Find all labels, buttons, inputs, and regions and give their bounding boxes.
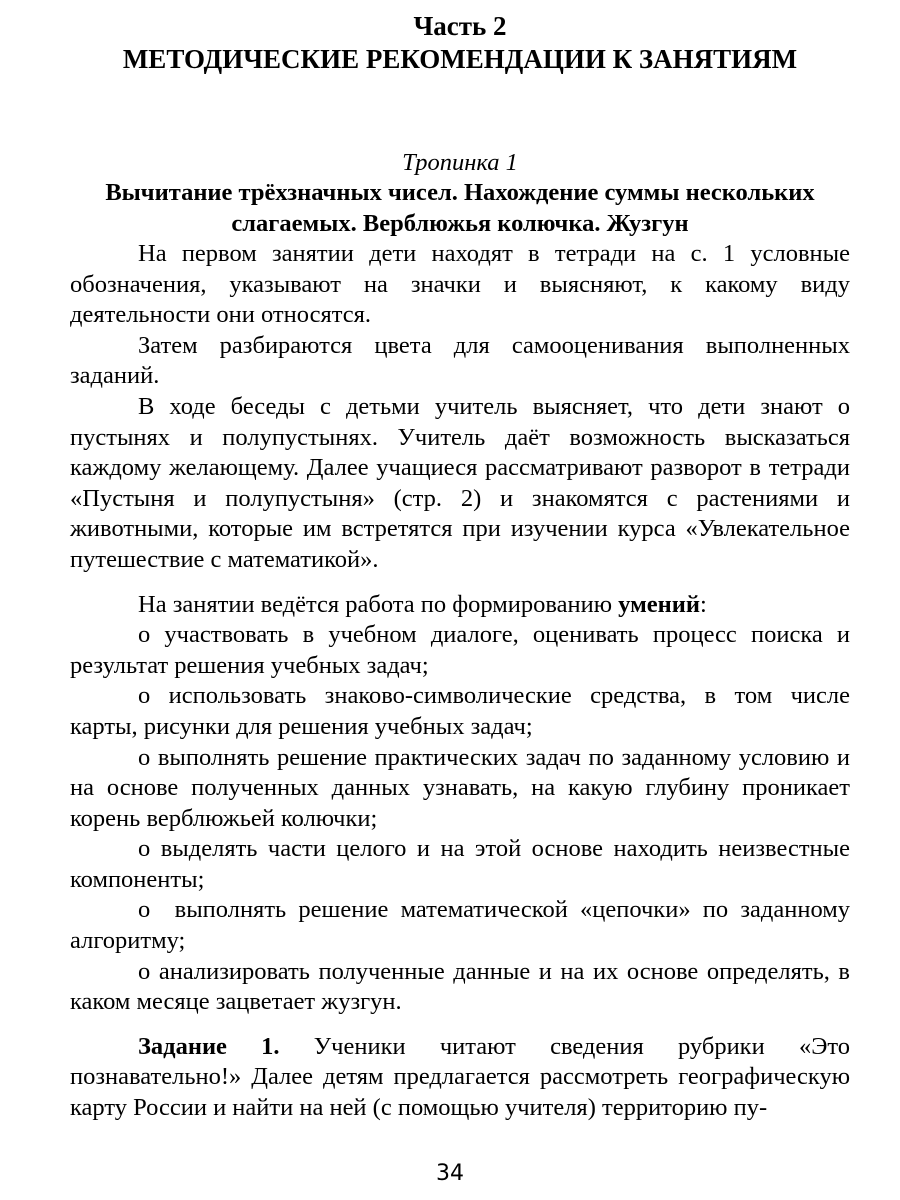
- skills-intro-bold: умений: [618, 590, 701, 618]
- skill-item: [70, 957, 850, 1018]
- task-text: Ученики читают сведения рубрики «Это познавательно!» Далее детям предлагается рассмотреть географическую карту России и найти на ней (с помощью учителя) территорию пу-: [70, 1032, 851, 1122]
- skill-item: [70, 834, 850, 895]
- bullet-icon: o: [138, 621, 151, 649]
- paragraph-2: Затем разбираются цвета для самооценивания выполненных заданий.: [70, 331, 850, 390]
- skill-item-text: участвовать в учебном диалоге, оценивать процесс поиска и результат решения учебных задач;: [70, 621, 851, 679]
- skill-item: [70, 743, 850, 835]
- lesson-title: Вычитание трёхзначных чисел. Нахождение суммы нескольких слагаемых. Верблюжья колючка. Жузгун: [105, 179, 815, 237]
- skill-item: [70, 620, 850, 681]
- bullet-icon: o: [138, 957, 151, 985]
- skills-intro-text: На занятии ведётся работа по формированию: [138, 590, 619, 618]
- bullet-icon: o: [138, 743, 151, 771]
- task-paragraph: [70, 1032, 850, 1124]
- skill-item: [70, 895, 850, 956]
- skill-item: [70, 681, 850, 742]
- path-label: Тропинка 1: [402, 149, 518, 176]
- skills-intro: [70, 590, 850, 621]
- bullet-icon: o: [138, 896, 151, 924]
- bullet-icon: o: [138, 835, 151, 863]
- document-page: [70, 10, 850, 1124]
- paragraph-3: В ходе беседы с детьми учитель выясняет, что дети знают о пустынях и полупустынях. Учитель даёт возможность высказаться каждому желающему. Далее учащиеся рассматривают разворот в тетради «Пустыня и полупустыня» (стр. 2) и знакомятся с растениями и животными, которые им встретятся при изучении курса «Увлекательное путешествие с математикой».: [70, 392, 850, 573]
- paragraph-1: На первом занятии дети находят в тетради на с. 1 условные обозначения, указывают на значки и выясняют, к какому виду деятельности они относятся.: [70, 240, 850, 329]
- section-title: МЕТОДИЧЕСКИЕ РЕКОМЕНДАЦИИ К ЗАНЯТИЯМ: [122, 44, 798, 74]
- skill-item-text: выполнять решение математической «цепочки» по заданному алгоритму;: [70, 896, 850, 955]
- spacer: [70, 576, 850, 590]
- spacer: [70, 1018, 850, 1032]
- skills-intro-colon: :: [700, 590, 707, 618]
- skill-item-text: использовать знаково-символические средства, в том числе карты, рисунки для решения учебных задач;: [70, 682, 851, 740]
- skill-item-text: анализировать полученные данные и на их основе определять, в каком месяце зацветает жузгун.: [70, 957, 850, 1016]
- task-label: Задание 1.: [138, 1032, 280, 1060]
- page-number: 34: [436, 1161, 464, 1186]
- part-title: Часть 2: [413, 11, 507, 41]
- bullet-icon: o: [138, 682, 151, 710]
- skill-item-text: выполнять решение практических задач по заданному условию и на основе полученных данных узнавать, на какую глубину проникает корень верблюжьей колючки;: [70, 743, 850, 832]
- skill-item-text: выделять части целого и на этой основе находить неизвестные компоненты;: [70, 835, 850, 893]
